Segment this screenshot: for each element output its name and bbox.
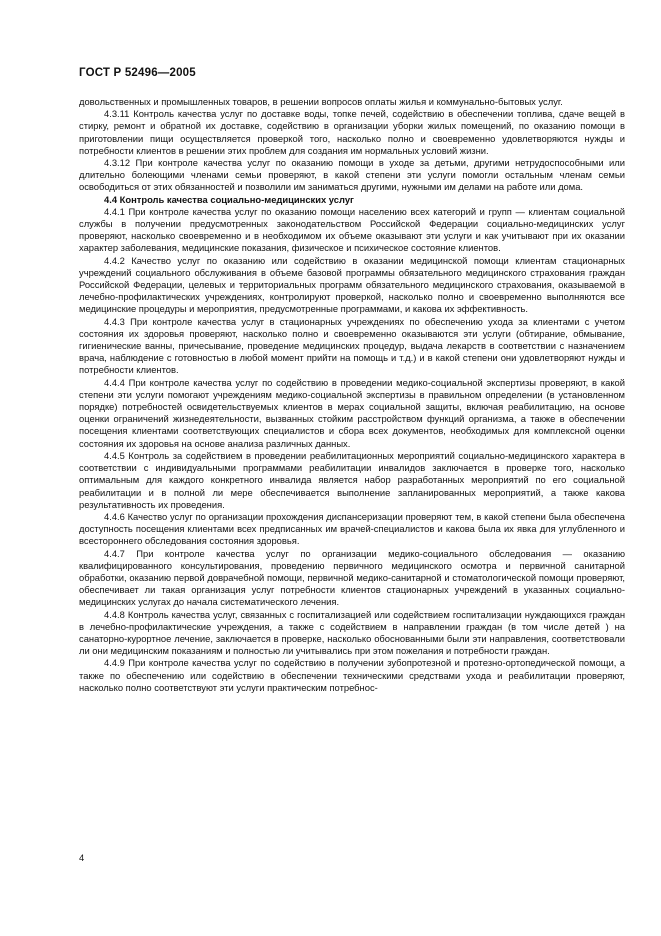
paragraph-4-4-5: 4.4.5 Контроль за содействием в проведении реабилитационных мероприятий социально-медицинского характера в соответствии с индивидуальными программами реабилитации инвалидов заключается в проверке того, насколько оптимальным для каждого конкретного инвалида является набор разработанных мероприятий по его социальной реабилитации и в полной ли мере обеспечивается выполнение запланированных мероприятий, а также какова результативность их проведения. xyxy=(79,449,625,510)
paragraph-4-3-11: 4.3.11 Контроль качества услуг по доставке воды, топке печей, содействию в обеспечении топлива, сдаче вещей в стирку, ремонт и обратной их доставке, содействию в организации уборки жилых помещений, по оказанию помощи в приготовлении пищи осуществляется проверкой того, насколько полно и своевременно удовлетворяются нужды и потребности клиентов в решении этих проблем для создания им нормальных условий жизни. xyxy=(79,108,625,156)
paragraph-4-4-3: 4.4.3 При контроле качества услуг в стационарных учреждениях по обеспечению ухода за клиентами с учетом состояния их здоровья проверяют, насколько полно и своевременно оказываются эти услуги (обтирание, обмывание, гигиенические ванны, причесывание, проведение медицинских процедур, выдача лекарств в соответствии с назначением врача, наблюдение с готовностью в любой момент прийти на помощь и т.д.) и в какой степени они удовлетворяют нужды и потребности клиентов. xyxy=(79,315,625,376)
page-number: 4 xyxy=(79,852,85,863)
paragraph-4-4-7: 4.4.7 При контроле качества услуг по организации медико-социального обследования — оказанию квалифицированного консультирования, проведению первичного медицинского осмотра и первичной санитарной обработки, оказанию первой доврачебной помощи, первичной медико-санитарной и стоматологической помощи проверяют, обеспечивает ли такая организация услуг потребности клиентов стационарных учреждений в указанных социально-медицинских услугах до начала систематического лечения. xyxy=(79,547,625,608)
paragraph-4-3-12: 4.3.12 При контроле качества услуг по оказанию помощи в уходе за детьми, другими нетрудоспособными или длительно болеющими членами семьи проверяют, в какой степени эти услуги помогли остальным членам семьи освободиться от этих обязанностей и позволили им заниматься другими, нужными им делами на работе или дома. xyxy=(79,157,625,193)
paragraph-4-4-6: 4.4.6 Качество услуг по организации прохождения диспансеризации проверяют тем, в какой степени была обеспечена доступность посещения клиентами всех предписанных им врачей-специалистов и какова была их явка для углубленного и всестороннего обследования состояния здоровья. xyxy=(79,510,625,547)
paragraph-4-4-2: 4.4.2 Качество услуг по оказанию или содействию в оказании медицинской помощи клиентам стационарных учреждений социального обслуживания в объеме базовой программы обязательного медицинского страхования граждан Российской Федерации, целевых и территориальных программ обязательного медицинского страхования, оказываемой в лечебно-профилактических учреждениях, контролируют проверкой, насколько полно и своевременно выполняются все медицинские процедуры и мероприятия, предусмотренные программами, и какова их эффективность. xyxy=(79,254,625,315)
document-header: ГОСТ Р 52496—2005 xyxy=(79,67,196,79)
paragraph-continuation: довольственных и промышленных товаров, в решении вопросов оплаты жилья и коммунально-бытовых услуг. xyxy=(79,96,563,107)
paragraph-4-4-8: 4.4.8 Контроль качества услуг, связанных с госпитализацией или содействием госпитализации нуждающихся граждан в лечебно-профилактические учреждения, а также с содействием в направлении граждан (в том числе детей ) на санаторно-курортное лечение, заключается в проверке, насколько обоснованными были эти направления, соответствовали ли они медицинским показаниям и полностью ли учитывались при этом пожелания и потребности граждан. xyxy=(79,608,625,657)
paragraph-4-4-1: 4.4.1 При контроле качества услуг по оказанию помощи населению всех категорий и групп — клиентам социальной службы в получении предусмотренных законодательством Российской Федерации социально-медицинских услуг проверяют, насколько своевременно и в необходимом их объеме оказывают эти услуги и как учитывают при их оказании характер заболевания, медицинские показания, физическое и психическое состояние клиентов. xyxy=(79,205,625,254)
document-body xyxy=(79,96,625,694)
paragraph-4-4-4: 4.4.4 При контроле качества услуг по содействию в проведении медико-социальной экспертизы проверяют, в какой степени эти услуги помогают учреждениям медико-социальной экспертизы в правильном определении (в установленном порядке) потребностей освидетельствуемых клиентов в мерах социальной защиты, включая реабилитацию, на основе оценки ограничений жизнедеятельности, вызванных стойким расстройством функций организма, а также в обеспечении посещения клиентами соответствующих специалистов и сбора всех документов, необходимых для комплексной оценки состояния их здоровья на основе анализа различных данных. xyxy=(79,376,625,449)
section-heading-4-4: 4.4 Контроль качества социально-медицинских услуг xyxy=(104,193,354,205)
paragraph-4-4-9: 4.4.9 При контроле качества услуг по содействию в получении зубопротезной и протезно-ортопедической помощи, а также по обеспечению или содействию в обеспечении техническими средствами ухода и реабилитации проверяют, насколько полно соответствуют эти услуги практическим потребнос- xyxy=(79,657,625,693)
